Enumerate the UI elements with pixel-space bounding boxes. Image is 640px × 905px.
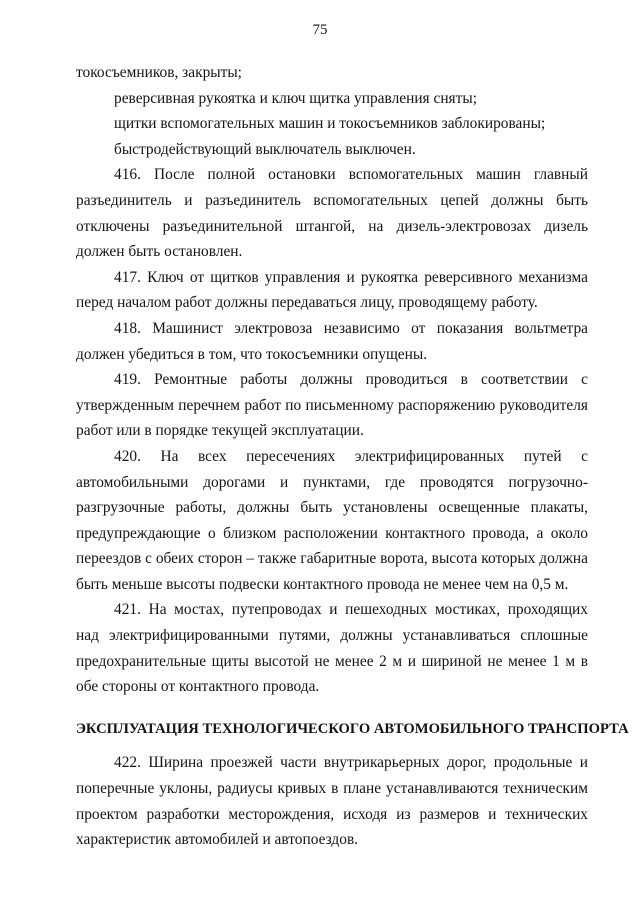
paragraph-416: 416. После полной остановки вспомогательных машин главный разъединитель и разъединитель вспомогательных цепей должны быть отключены разъединительной штангой, на дизель-электровозах дизель должен быть остановлен. xyxy=(76,166,588,261)
paragraph-continuation: токосъемников, закрыты; xyxy=(76,64,242,81)
list-item: реверсивная рукоятка и ключ щитка управления сняты; xyxy=(114,89,477,107)
page-number: 75 xyxy=(312,22,328,38)
paragraph-419: 419. Ремонтные работы должны проводиться в соответствии с утвержденным перечнем работ по письменному распоряжению руководителя работ или в порядке текущей эксплуатации. xyxy=(76,371,588,440)
paragraph-421: 421. На мостах, путепроводах и пешеходных мостиках, проходящих над электрифицированными путями, должны устанавливаться сплошные предохранительные щиты высотой не менее 2 м и шириной не менее 1 м в обе стороны от контактного провода. xyxy=(76,601,588,696)
paragraph-417: 417. Ключ от щитков управления и рукоятка реверсивного механизма перед началом работ должны передаваться лицу, проводящему работу. xyxy=(76,268,588,312)
document-body xyxy=(76,60,629,853)
paragraph-422: 422. Ширина проезжей части внутрикарьерных дорог, продольные и поперечные уклоны, радиусы кривых в плане устанавливаются техническим проектом разработки месторождения, исходя из размеров и технических характеристик автомобилей и автопоездов. xyxy=(76,754,588,849)
section-heading: ЭКСПЛУАТАЦИЯ ТЕХНОЛОГИЧЕСКОГО АВТОМОБИЛЬНОГО ТРАНСПОРТА xyxy=(76,720,629,737)
list-item: щитки вспомогательных машин и токосъемников заблокированы; xyxy=(114,115,546,133)
paragraph-418: 418. Машинист электровоза независимо от показания вольтметра должен убедиться в том, что токосъемники опущены. xyxy=(76,319,588,363)
list-item: быстродействующий выключатель выключен. xyxy=(114,140,416,158)
paragraph-420: 420. На всех пересечениях электрифицированных путей с автомобильными дорогами и пунктами, где проводятся погрузочно-разгрузочные работы, должны быть установлены освещенные плакаты, предупреждающие о близком расположении контактного провода, а около переездов с обеих сторон – также габаритные ворота, высота которых должна быть меньше высоты подвески контактного провода не менее чем на 0,5 м. xyxy=(76,447,588,593)
